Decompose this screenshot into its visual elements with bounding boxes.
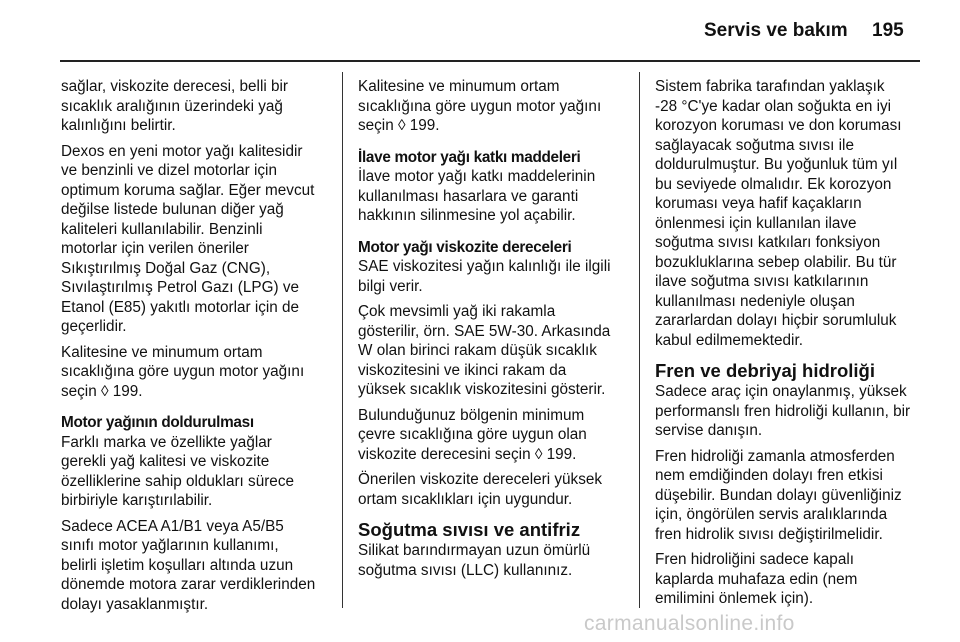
paragraph: Fren hidroliği zamanla atmosferden nem emdiğinden dolayı fren etkisi düşebilir. Bundan dolayı güvenliğiniz için, öngörülen servis aralıklarında fren hidrolik sıvısı değiştirilmelidir. <box>655 447 902 543</box>
subsection-heading: Motor yağı viskozite dereceleri <box>358 238 572 256</box>
text-column-3 <box>655 77 923 615</box>
paragraph: Çok mevsimli yağ iki rakamla gösterilir, örn. SAE 5W-30. Arkasında W olan birinci rakam düşük sıcaklık viskozitesini ve ikinci rakam da yüksek sıcaklık viskozitesini gösterir. <box>358 303 611 398</box>
paragraph: Farklı marka ve özellikte yağlar gerekli yağ kalitesi ve viskozite özelliklerine sahip oldukları sürece birbiriyle karıştırılabilir. <box>61 433 294 509</box>
paragraph: Bulunduğunuz bölgenin minimum çevre sıcaklığına göre uygun olan viskozite derecesini seçin ◊ 199. <box>358 406 587 463</box>
subsection-heading: İlave motor yağı katkı maddeleri <box>358 148 581 166</box>
section-title: Servis ve bakım <box>704 20 848 41</box>
page-number: 195 <box>872 20 904 41</box>
watermark: carmanualsonline.info <box>584 612 795 635</box>
paragraph: Dexos en yeni motor yağı kalitesidir ve benzinli ve dizel motorlar için optimum koruma sağlar. Eğer mevcut değilse listede bulunan diğer yağ kaliteleri kullanılabilir. Benzinli motorlar için verilen öneriler Sıkıştırılmış Doğal Gaz (CNG), Sıvılaştırılmış Petrol Gazı (LPG) ve Etanol (E85) yakıtlı motorlar için de geçerlidir. <box>61 142 315 335</box>
paragraph: sağlar, viskozite derecesi, belli bir sıcaklık aralığının üzerindeki yağ kalınlığını belirtir. <box>61 78 289 134</box>
section-heading: Fren ve debriyaj hidroliği <box>655 360 875 381</box>
section-heading: Soğutma sıvısı ve antifriz <box>358 519 581 540</box>
text-column-2 <box>358 77 626 586</box>
paragraph: Önerilen viskozite dereceleri yüksek ortam sıcaklıkları için uygundur. <box>358 471 603 508</box>
subsection-heading: Motor yağının doldurulması <box>61 414 254 431</box>
paragraph: SAE viskozitesi yağın kalınlığı ile ilgili bilgi verir. <box>358 258 611 295</box>
paragraph: Kalitesine ve minumum ortam sıcaklığına göre uygun motor yağını seçin ◊ 199. <box>61 343 305 400</box>
page-header <box>0 0 960 62</box>
paragraph: Fren hidroliğini sadece kapalı kaplarda muhafaza edin (nem emilimini önlemek için). <box>655 551 858 607</box>
paragraph: Sadece araç için onaylanmış, yüksek performanslı fren hidroliği kullanın, bir servise danışın. <box>655 383 911 439</box>
paragraph: Silikat barındırmayan uzun ömürlü soğutma sıvısı (LLC) kullanınız. <box>358 542 591 579</box>
paragraph: Kalitesine ve minumum ortam sıcaklığına göre uygun motor yağını seçin ◊ 199. <box>358 78 602 134</box>
paragraph: Sistem fabrika tarafından yaklaşık -28 °C'ye kadar olan soğukta en iyi korozyon koruması ve don koruması sağlayacak soğutma sıvısı ile doldurulmuştur. Bu yoğunluk tüm yıl bu seviyede olmalıdır. Ek korozyon koruması veya hafif kaçakların önlenmesi için kullanılan ilave soğutma sıvısı katkıları fonksiyon bozukluklarına sebep olabilir. Bu tür ilave soğutma sıvısı katkılarının kullanılması nedeniyle oluşan zararlardan dolayı hiçbir sorumluluk kabul edilmemektedir. <box>655 78 902 349</box>
header-divider <box>60 60 920 62</box>
paragraph: Sadece ACEA A1/B1 veya A5/B5 sınıfı motor yağlarının kullanımı, belirli işletim koşulları altında uzun dönemde motora zarar verdiklerinden dolayı yasaklanmıştır. <box>61 517 316 613</box>
column-divider-1 <box>342 72 343 608</box>
column-divider-2 <box>639 72 640 608</box>
text-column-1 <box>61 77 329 620</box>
paragraph: İlave motor yağı katkı maddelerinin kullanılması hasarlara ve garanti hakkının silinmesine yol açabilir. <box>358 168 596 224</box>
